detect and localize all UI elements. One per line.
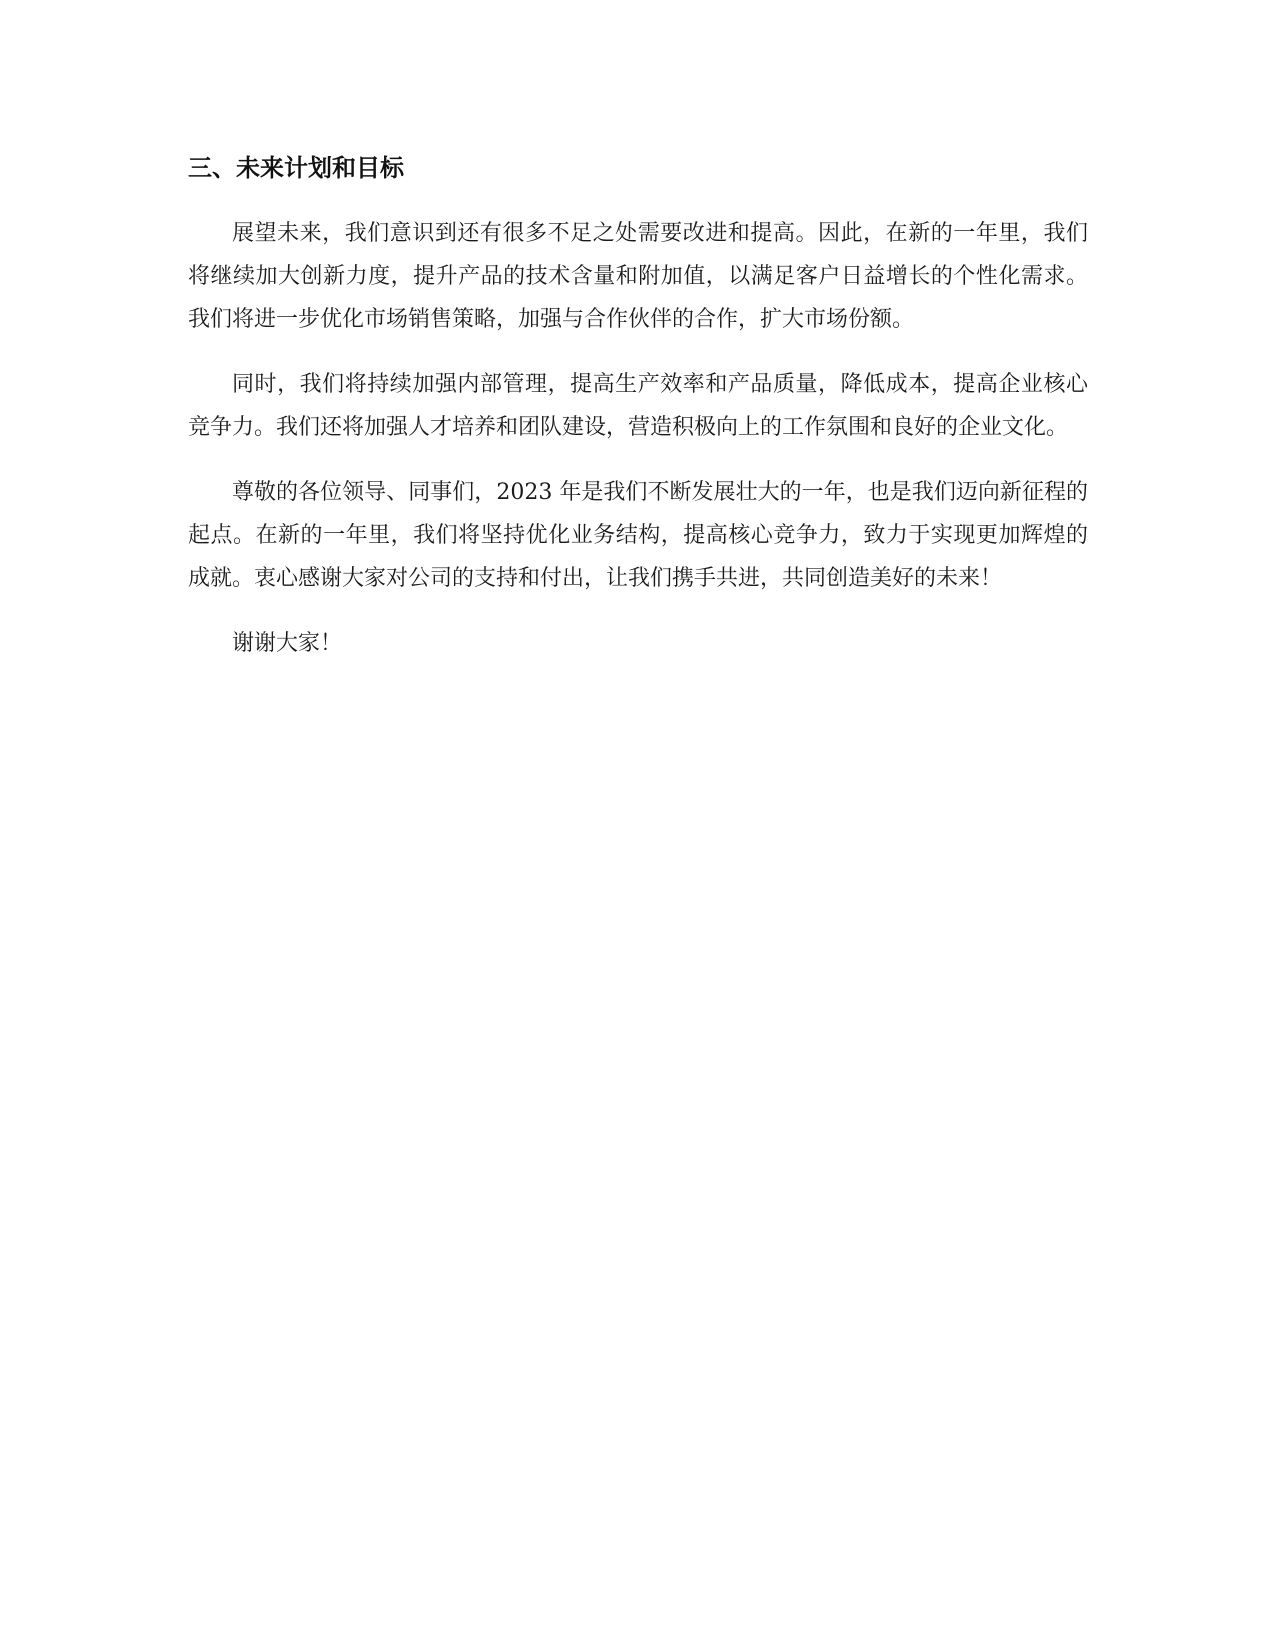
section-heading: 三、未来计划和目标: [188, 154, 404, 182]
paragraph-future-outlook: 展望未来，我们意识到还有很多不足之处需要改进和提高。因此，在新的一年里，我们将继续加大创新力度，提升产品的技术含量和附加值，以满足客户日益增长的个性化需求。我们将进一步优化市场销售策略，加强与合作伙伴的合作，扩大市场份额。: [188, 221, 1088, 332]
paragraph-internal-management: 同时，我们将持续加强内部管理，提高生产效率和产品质量，降低成本，提高企业核心竞争力。我们还将加强人才培养和团队建设，营造积极向上的工作氛围和良好的企业文化。: [188, 372, 1088, 440]
paragraph-closing-remarks: 尊敬的各位领导、同事们，2023 年是我们不断发展壮大的一年，也是我们迈向新征程的起点。在新的一年里，我们将坚持优化业务结构，提高核心竞争力，致力于实现更加辉煌的成就。衷心感谢大家对公司的支持和付出，让我们携手共进，共同创造美好的未来！: [188, 480, 1088, 591]
document-body: [188, 148, 1088, 687]
paragraph-thanks: 谢谢大家！: [232, 631, 343, 656]
